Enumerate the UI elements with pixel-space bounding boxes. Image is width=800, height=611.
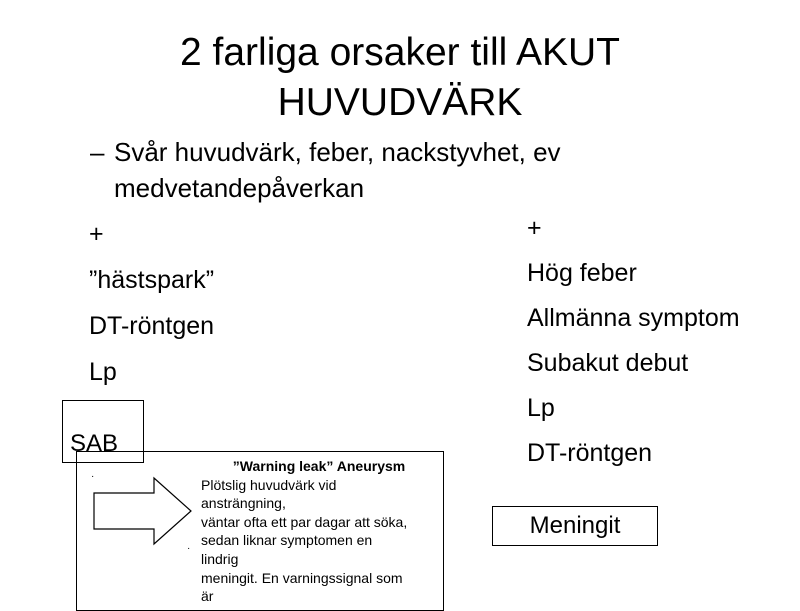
note-line: sedan liknar symptomen en	[201, 532, 373, 549]
sab-label: SAB	[70, 430, 119, 457]
meningit-list-item-plus: +	[527, 214, 542, 242]
slide-title-line-1: 2 farliga orsaker till AKUT	[180, 31, 620, 74]
warning-leak-note-text	[201, 457, 437, 606]
sab-list-item-hastspark: ”hästspark”	[89, 266, 215, 294]
slide-title	[0, 28, 800, 128]
bullet-line-1: Svår huvudvärk, feber, nackstyvhet, ev	[114, 137, 561, 167]
note-heading: ”Warning leak” Aneurysm	[232, 458, 406, 474]
bullet-dash: –	[90, 137, 105, 167]
marker-dot-bottom: ·	[187, 543, 191, 554]
sab-list-item-plus: +	[89, 220, 104, 248]
right-arrow-icon	[92, 476, 196, 546]
meningit-list-item-dt: DT-röntgen	[527, 439, 653, 467]
slide-title-line-2: HUVUDVÄRK	[277, 81, 523, 124]
note-line: väntar ofta ett par dagar att söka,	[201, 513, 408, 530]
sab-list-item-lp: Lp	[89, 358, 117, 386]
note-line: Plötslig huvudvärk vid	[201, 476, 337, 493]
note-line: ansträngning,	[201, 495, 286, 512]
meningit-list-item-symptom: Allmänna symptom	[527, 304, 740, 332]
meningit-list-item-feber: Hög feber	[527, 259, 637, 287]
note-line: lindrig	[201, 550, 239, 567]
meningit-box: Meningit	[492, 506, 658, 546]
meningit-list-item-debut: Subakut debut	[527, 349, 689, 377]
note-line: meningit. En varningssignal som	[201, 569, 403, 586]
sab-list-item-dt: DT-röntgen	[89, 312, 215, 340]
marker-dot-top: ·	[91, 471, 95, 482]
meningit-list-item-lp: Lp	[527, 394, 555, 422]
note-line: är	[201, 588, 214, 605]
bullet-line-2: medvetandepåverkan	[114, 173, 365, 203]
